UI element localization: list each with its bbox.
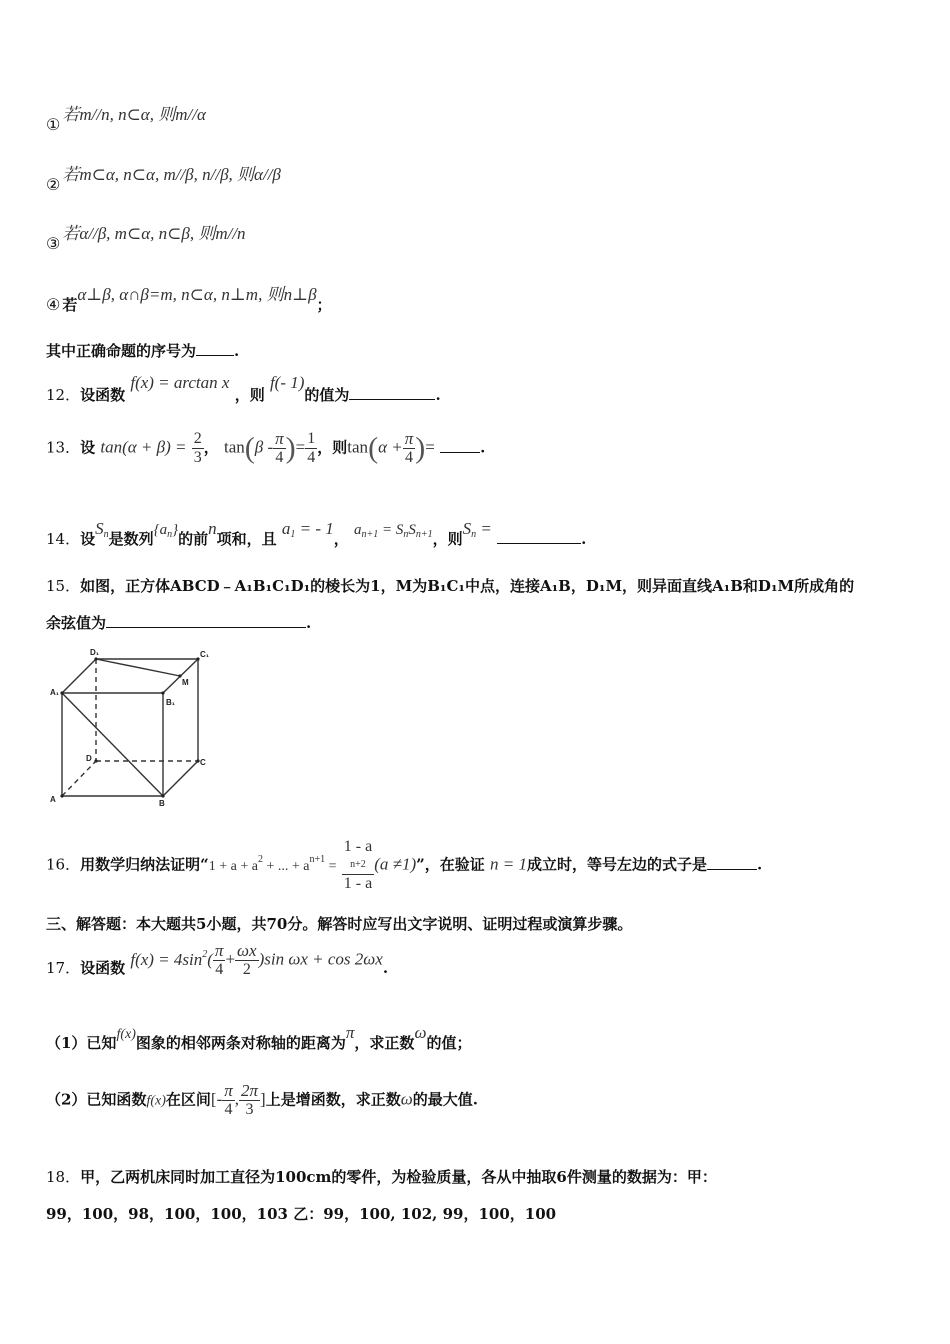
question-14-text-a: 设 [80, 530, 96, 548]
proposition-3-mark: ③ [46, 234, 61, 253]
question-18 [46, 1166, 717, 1187]
question-18-data: 99，100，98，100，100，103 乙：99，100, 102, 99，100，100 [46, 1205, 557, 1223]
recurrence: $a_{n+1} = S_nS_{n+1}$ [354, 522, 433, 540]
question-15-line2: 余弦值为 . [46, 614, 312, 632]
question-14: 14．设$S_n$是数列$\{a_n\}$的前n项和，且 $a_1$ = - 1， $a_{n+1} = S_nS_{n+1}$，则$S_n$ = . [46, 519, 587, 548]
induction-lhs: $1 + a + a^2$ + ... + $a^{n+1}$ = [208, 853, 337, 874]
edge-bc [163, 761, 198, 796]
edge-ad [62, 761, 96, 796]
question-13: 13．设 tan(α + β) = $\frac{2}{3}$ ， tan(β - $\frac{\pi}{4}$ )= $\frac{1}{4}$ ，则tan(α + $\frac{\pi}{4}$ )= . [46, 429, 486, 466]
segment-d1m [96, 659, 180, 676]
question-17-function: $f(x) = 4\sin^2$( [130, 948, 213, 969]
question-13-number: 13． [46, 438, 81, 457]
question-16: 16．用数学归纳法证明“$1 + a + a^2$ + ... + $a^{n+1}$ = 1 - a n+2 1 - a (a ≠1)”，在验证 n = 1成立时，等号左边的式子是 . [46, 838, 763, 892]
fraction-one-quarter: $\frac{1}{4}$ [307, 430, 316, 466]
plus: + [225, 949, 236, 969]
proposition-3-expr: 若α//β, m⊂α, n⊂β, 则m//n [62, 224, 246, 243]
proposition-1-expr: 若m//n, n⊂α, 则m//α [62, 105, 206, 124]
comma: ， [333, 530, 349, 548]
question-16-text-c: 成立时，等号左边的式子是 [526, 855, 707, 874]
proposition-2 [46, 160, 281, 194]
section-heading: 三、解答题：本大题共5小题，共70分。解答时应写出文字说明、证明过程或演算步骤。 [46, 915, 633, 933]
fx: f(x) [116, 1027, 136, 1042]
proposition-1 [46, 100, 206, 134]
proposition-4-mark: ④ [46, 295, 61, 314]
proposition-4-expr: α⊥β, α∩β=m, n⊂α, n⊥m, 则n⊥β [77, 285, 317, 304]
pi: π [345, 1023, 355, 1042]
fraction-two-thirds: $\frac{2}{3}$ [193, 430, 202, 466]
part-2-text-b: 上是增函数，求正数 [265, 1090, 401, 1109]
label-c: C [200, 758, 206, 767]
fraction-wx-2: $\frac{\omega x}{2}$ [237, 941, 257, 978]
answer-blank[interactable] [196, 341, 234, 356]
label-b1: B₁ [166, 698, 176, 707]
induction-fraction: 1 - a n+2 1 - a [343, 838, 373, 892]
answer-blank[interactable] [707, 855, 757, 870]
question-15 [46, 575, 854, 596]
question-15-text: 如图，正方体ABCD﹣A₁B₁C₁D₁的棱长为1，M为B₁C₁中点，连接A₁B，D₁M，则异面直线A₁B和D₁M所成角的 [80, 577, 855, 595]
part-2-text-a: 在区间 [165, 1090, 211, 1109]
fraction-pi-4: $\frac{\pi}{4}$ [224, 1081, 233, 1118]
question-14-text-e: ，则 [432, 530, 463, 548]
part-1-text-c: 的值； [426, 1034, 472, 1052]
label-a: A [50, 795, 56, 804]
question-11-text: 其中正确命题的序号为 [46, 342, 197, 360]
label-d1: D₁ [90, 648, 100, 657]
label-m: M [182, 678, 189, 687]
question-13-text-a: 设 [80, 438, 96, 457]
question-13-text-b: ，则 [317, 438, 348, 457]
question-17-part-1 [46, 1022, 472, 1052]
left-bracket: [- [210, 1089, 223, 1109]
question-12-function: f(x) = arctan x [130, 373, 230, 392]
question-13-tan2: tan [223, 437, 245, 457]
equals: = [295, 437, 306, 457]
question-16-text-a: 用数学归纳法证明 [80, 855, 201, 874]
alpha-plus: α + [378, 437, 403, 457]
question-12-number: 12． [46, 386, 81, 404]
n-equals-1: n = 1 [490, 854, 527, 874]
question-17-number: 17． [46, 958, 81, 977]
part-1-text-a: 图象的相邻两条对称轴的距离为 [135, 1034, 346, 1052]
fraction-pi-4: $\frac{\pi}{4}$ [214, 941, 224, 978]
question-12-text-a: 设函数 [80, 386, 126, 404]
sn: $S_n$ [95, 519, 109, 540]
proposition-1-mark: ① [46, 115, 61, 134]
omega: ω [414, 1023, 427, 1042]
proposition-4-pre: 若 [62, 296, 78, 314]
proposition-4 [46, 280, 332, 314]
question-14-text-c: 的前 [178, 530, 209, 548]
question-16-text-b: ，在验证 [424, 855, 485, 874]
question-17-text-a: 设函数 [80, 958, 126, 977]
fraction-pi-over-4-b: $\frac{\pi}{4}$ [404, 429, 414, 466]
question-15-text-2: 余弦值为 [46, 614, 107, 632]
equals-2: = [425, 437, 435, 457]
sequence-an: $\{a_n\}$ [153, 522, 179, 540]
question-18-number: 18． [46, 1168, 81, 1186]
sn-2: $S_n$ = [462, 519, 492, 540]
proposition-4-post: ； [316, 296, 332, 314]
label-d: D [86, 754, 92, 763]
question-12-text-c: 的值为 [304, 386, 350, 404]
question-17-part-2 [46, 1082, 478, 1119]
question-14-number: 14． [46, 530, 81, 548]
question-16-number: 16． [46, 855, 81, 874]
part-1-label: （1）已知 [46, 1034, 117, 1052]
separator: ， [203, 438, 219, 457]
n-var: n [208, 519, 217, 538]
a1-condition: $a_1$ = - 1 [281, 519, 334, 540]
answer-blank[interactable] [440, 438, 480, 453]
part-1-text-b: ，求正数 [354, 1034, 415, 1052]
label-b: B [159, 799, 165, 808]
question-17 [46, 942, 388, 979]
answer-blank[interactable] [349, 385, 435, 400]
beta-minus: β - [254, 437, 274, 457]
fx: f(x) [146, 1093, 166, 1109]
fraction-pi-over-4: $\frac{\pi}{4}$ [275, 429, 284, 466]
question-14-text-b: 是数列 [108, 530, 154, 548]
proposition-2-mark: ② [46, 175, 61, 194]
condition: (a ≠1) [374, 854, 417, 874]
question-11-prompt: 其中正确命题的序号为 . [46, 342, 240, 360]
left-quote: “ [200, 855, 209, 874]
right-bracket: ] [260, 1089, 266, 1109]
part-2-label: （2）已知函数 [46, 1090, 147, 1109]
omega: ω [400, 1089, 413, 1109]
question-12-value: f(- 1) [269, 373, 305, 392]
right-quote: ” [416, 855, 425, 874]
question-13-tan1: tan(α + β) = [100, 437, 187, 457]
period: . [382, 958, 389, 977]
answer-blank[interactable] [497, 529, 581, 544]
edge-a1d1 [62, 659, 96, 693]
cube-figure [44, 645, 224, 815]
label-a1: A₁ [50, 688, 60, 697]
comma: , [234, 1089, 240, 1109]
proposition-3 [46, 219, 246, 253]
fraction-2pi-3: $\frac{2\pi}{3}$ [241, 1081, 259, 1118]
question-18-text: 甲，乙两机床同时加工直径为100cm的零件，为检验质量，各从中抽取6件测量的数据为：甲： [80, 1168, 717, 1186]
question-13-tan3: tan [347, 437, 369, 457]
part-2-text-c: 的最大值. [412, 1090, 478, 1109]
answer-blank[interactable] [106, 613, 306, 628]
label-c1: C₁ [200, 650, 210, 659]
question-14-text-d: 项和，且 [216, 530, 277, 548]
proposition-2-expr: 若m⊂α, n⊂α, m//β, n//β, 则α//β [62, 165, 281, 184]
question-12: 12．设函数 f(x) = arctan x ，则 f(- 1)的值为 . [46, 373, 441, 404]
question-12-text-b: ，则 [234, 386, 265, 404]
question-15-number: 15． [46, 577, 81, 595]
question-17-rest: )sin ωx + cos 2ωx [258, 949, 383, 969]
